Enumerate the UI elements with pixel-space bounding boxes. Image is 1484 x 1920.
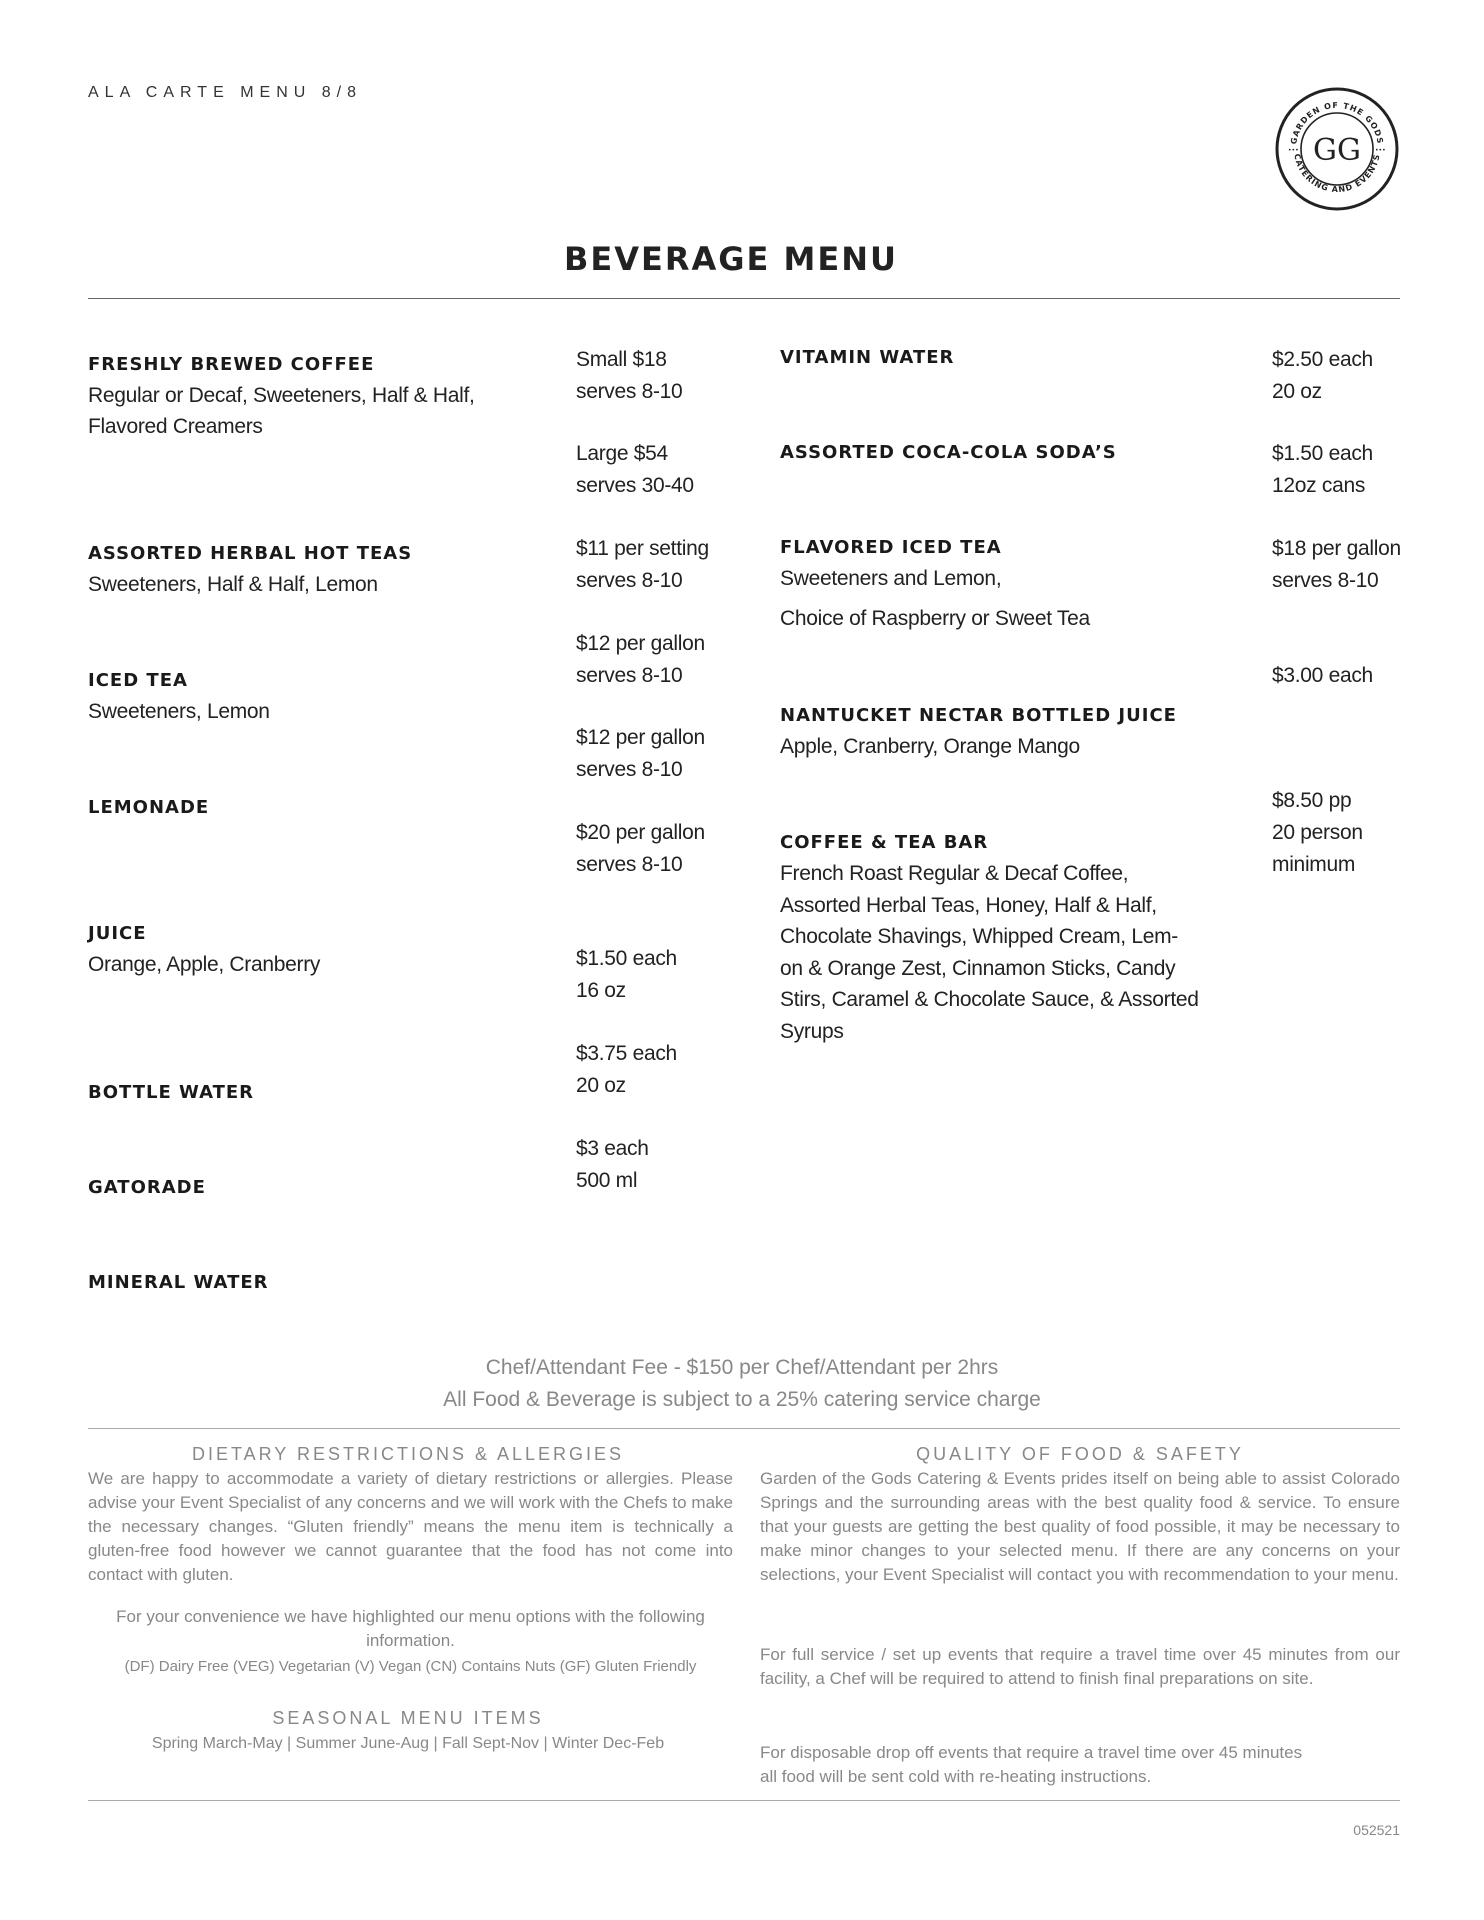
item-name: MINERAL WATER [88,1272,269,1293]
item-description: Apple, Cranberry, Orange Mango [780,735,1080,758]
item-description: Chocolate Shavings, Whipped Cream, Lem- [780,925,1178,948]
footer-divider-bottom [88,1800,1400,1801]
item-name: NANTUCKET NECTAR BOTTLED JUICE [780,705,1177,726]
dietary-legend: (DF) Dairy Free (VEG) Vegetarian (V) Vegan (CN) Contains Nuts (GF) Gluten Friendly [124,1658,697,1675]
item-price: serves 8-10 [576,664,683,687]
item-price: serves 8-10 [1272,569,1379,592]
svg-text:•••: ••• [1375,147,1386,154]
item-name: ASSORTED HERBAL HOT TEAS [88,543,413,564]
document-code: 052521 [1353,1822,1400,1838]
item-price: minimum [1272,853,1356,876]
item-price: Small $18 [576,348,667,371]
item-name: LEMONADE [88,797,210,818]
dietary-convenience: For your convenience we have highlighted our menu options with the following information. [116,1607,705,1650]
title-divider [88,298,1400,299]
svg-text:•••: ••• [1288,147,1299,154]
item-name: JUICE [88,923,147,944]
item-description: Sweeteners, Half & Half, Lemon [88,573,378,596]
item-price: $3 each [576,1137,649,1160]
item-price: 16 oz [576,979,626,1002]
item-price: $18 per gallon [1272,537,1401,560]
quality-travel-text: For full service / set up events that require a travel time over 45 minutes from our facility, a Chef will be required to attend to finish final preparations on site. [760,1645,1400,1688]
item-price: 20 oz [576,1074,626,1097]
item-description: Sweeteners and Lemon, [780,567,1002,590]
item-price: $20 per gallon [576,821,705,844]
dietary-text: We are happy to accommodate a variety of dietary restrictions or allergies. Please advise your Event Specialist of any concerns and we will work with the Chefs to make the necessary changes. “Gluten friendly” means the menu item is technically a gluten-free food however we cannot guarantee that the food has not come into contact with gluten. [88,1469,733,1584]
item-description: Stirs, Caramel & Chocolate Sauce, & Assorted [780,988,1199,1011]
page-title: BEVERAGE MENU [563,240,898,278]
item-price: $1.50 each [576,947,677,970]
quality-text: Garden of the Gods Catering & Events prides itself on being able to assist Colorado Springs and the surrounding areas with the best quality food & service. To ensure that your guests are getting the best quality of food possible, it may be necessary to make minor changes to your selected menu. If there are any concerns on your selections, your Event Specialist will contact you with recommendation to your menu. [760,1469,1400,1584]
item-price: $1.50 each [1272,442,1373,465]
item-name: ASSORTED COCA-COLA SODA’S [780,442,1117,463]
footer-divider-top [88,1428,1400,1429]
item-name: VITAMIN WATER [780,347,955,368]
item-description: Choice of Raspberry or Sweet Tea [780,607,1090,630]
item-price: 12oz cans [1272,474,1366,497]
item-price: serves 8-10 [576,758,683,781]
item-name: FLAVORED ICED TEA [780,537,1002,558]
item-description: Syrups [780,1019,844,1043]
item-price: $12 per gallon [576,632,705,655]
item-name: BOTTLE WATER [88,1082,255,1103]
item-price: $12 per gallon [576,726,705,749]
item-description: Assorted Herbal Teas, Honey, Half & Half, [780,893,1157,917]
item-price: Large $54 [576,442,668,465]
item-price: $3.00 each [1272,664,1373,687]
item-name: COFFEE & TEA BAR [780,832,989,853]
garden-of-the-gods-logo [1274,86,1400,212]
quality-dropoff-text: For disposable drop off events that require a travel time over 45 minutes all food will be sent cold with re-heating instructions. [760,1743,1303,1786]
seasonal-text: Spring March-May | Summer June-Aug | Fall Sept-Nov | Winter Dec-Feb [151,1735,665,1752]
item-name: FRESHLY BREWED COFFEE [88,354,375,375]
dietary-heading: DIETARY RESTRICTIONS & ALLERGIES [191,1444,625,1464]
item-description: French Roast Regular & Decaf Coffee, [780,862,1129,885]
svg-text:GG: GG [1313,133,1361,168]
item-price: 20 person [1272,821,1363,844]
service-charge: All Food & Beverage is subject to a 25% catering service charge [443,1388,1041,1411]
item-description: on & Orange Zest, Cinnamon Sticks, Candy [780,956,1176,980]
quality-heading: QUALITY OF FOOD & SAFETY [916,1444,1244,1464]
item-price: serves 8-10 [576,380,683,403]
menu-label: ALA CARTE MENU 8/8 [88,84,362,101]
item-price: $3.75 each [576,1042,677,1065]
svg-text:CATERING AND EVENTS: CATERING AND EVENTS [1292,152,1382,195]
item-name: GATORADE [88,1177,206,1198]
item-price: serves 8-10 [576,569,683,592]
item-price: serves 30-40 [576,474,694,497]
item-price: $8.50 pp [1272,789,1352,812]
item-description: Orange, Apple, Cranberry [88,953,321,976]
item-price: $2.50 each [1272,348,1373,371]
item-name: ICED TEA [88,670,188,691]
item-price: 500 ml [576,1169,638,1192]
svg-text:GARDEN OF THE GODS: GARDEN OF THE GODS [1289,100,1385,146]
item-description: Regular or Decaf, Sweeteners, Half & Half, [88,384,475,407]
seasonal-heading: SEASONAL MENU ITEMS [272,1708,544,1728]
item-description: Sweeteners, Lemon [88,700,270,723]
item-price: serves 8-10 [576,853,683,876]
item-description: Flavored Creamers [88,415,263,438]
item-price: $11 per setting [576,537,709,560]
item-price: 20 oz [1272,380,1322,403]
chef-fee: Chef/Attendant Fee - $150 per Chef/Attendant per 2hrs [485,1356,999,1379]
